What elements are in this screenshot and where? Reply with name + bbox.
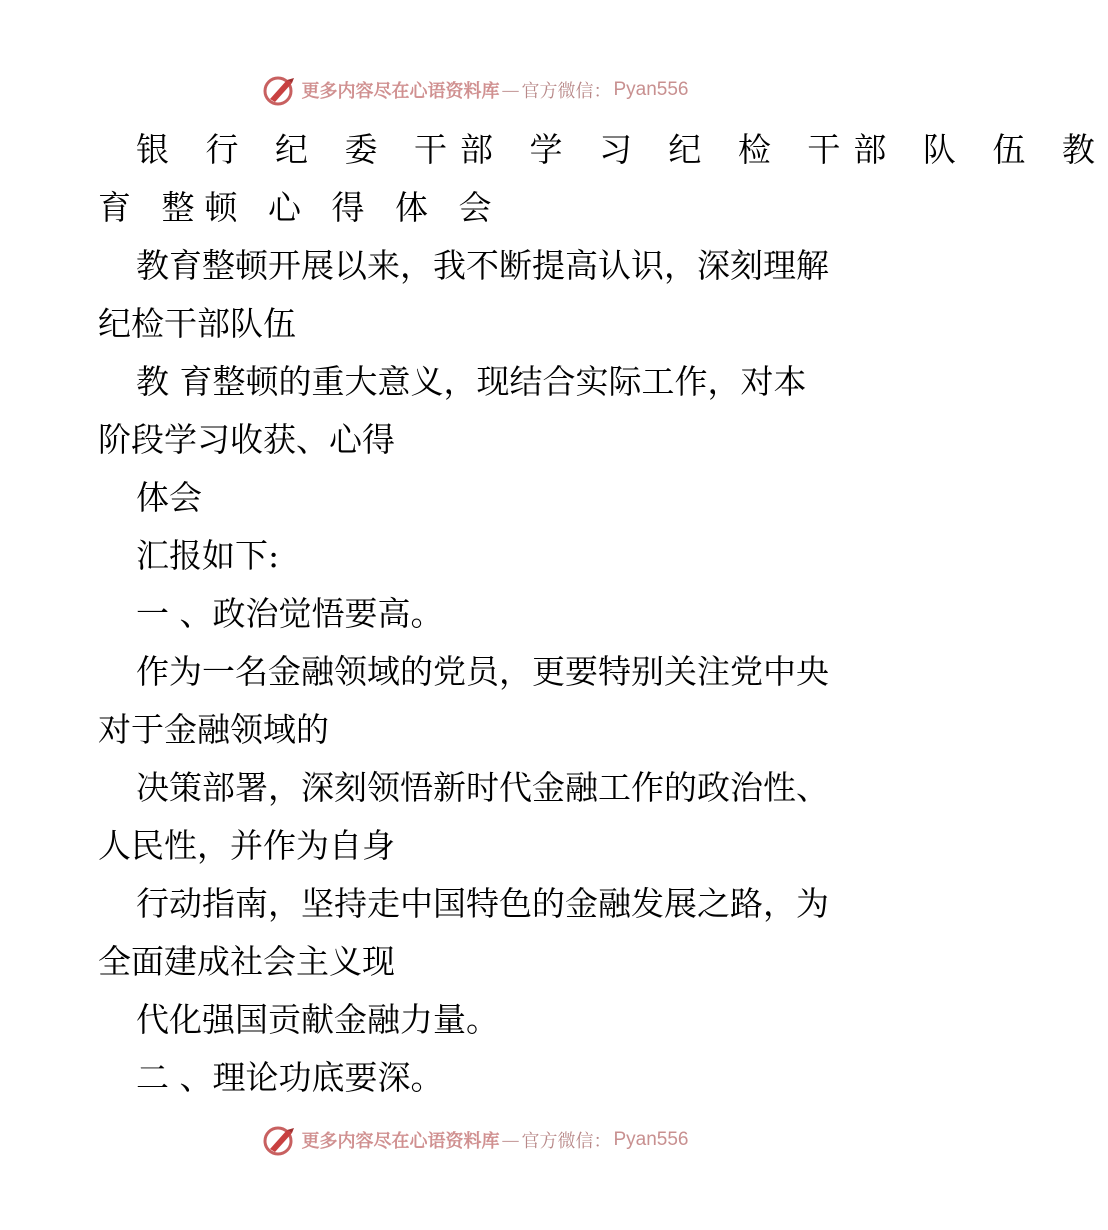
paragraph-line: 阶段学习收获、心得 [98, 420, 395, 459]
watermark-handle: Pyan556 [613, 1129, 689, 1150]
paragraph-line: 人民性，并作为自身 [98, 826, 395, 865]
paragraph-line: 对于金融领域的 [98, 710, 329, 749]
doc-title-line-2: 育 整顿 心 得 体 会 [98, 188, 502, 227]
pen-logo-icon [261, 72, 297, 108]
paragraph-line: 代化强国贡献金融力量。 [136, 1000, 499, 1039]
doc-title-line-1: 银 行 纪 委 干部 学 习 纪 检 干部 队 伍 教 [136, 130, 1108, 169]
section-heading-2: 二 、理论功底要深。 [136, 1058, 444, 1097]
watermark-official: 官方微信： [521, 81, 612, 102]
paragraph-line: 纪检干部队伍 [98, 304, 296, 343]
watermark-handle: Pyan556 [613, 79, 689, 100]
paragraph-line: 作为一名金融领域的党员，更要特别关注党中央 [136, 652, 829, 691]
paragraph-line: 教育整顿开展以来，我不断提高认识，深刻理解 [136, 246, 829, 285]
footer-watermark [0, 1120, 950, 1160]
paragraph-line: 行动指南，坚持走中国特色的金融发展之路，为 [136, 884, 829, 923]
paragraph-line: 汇报如下: [136, 536, 280, 575]
watermark-separator: — [501, 1129, 520, 1151]
section-heading-1: 一 、政治觉悟要高。 [136, 594, 444, 633]
header-watermark [0, 70, 950, 110]
paragraph-line: 教 育整顿的重大意义，现结合实际工作，对本 [136, 362, 807, 401]
watermark-text: 更多内容尽在心语资料库 [301, 1131, 500, 1152]
pen-logo-icon [261, 1122, 297, 1158]
watermark-separator: — [501, 79, 520, 101]
paragraph-line: 体会 [136, 478, 202, 517]
paragraph-line: 决策部署，深刻领悟新时代金融工作的政治性、 [136, 768, 829, 807]
paragraph-line: 全面建成社会主义现 [98, 942, 395, 981]
watermark-official: 官方微信： [521, 1131, 612, 1152]
document-body [98, 121, 1108, 1107]
watermark-text: 更多内容尽在心语资料库 [301, 81, 500, 102]
